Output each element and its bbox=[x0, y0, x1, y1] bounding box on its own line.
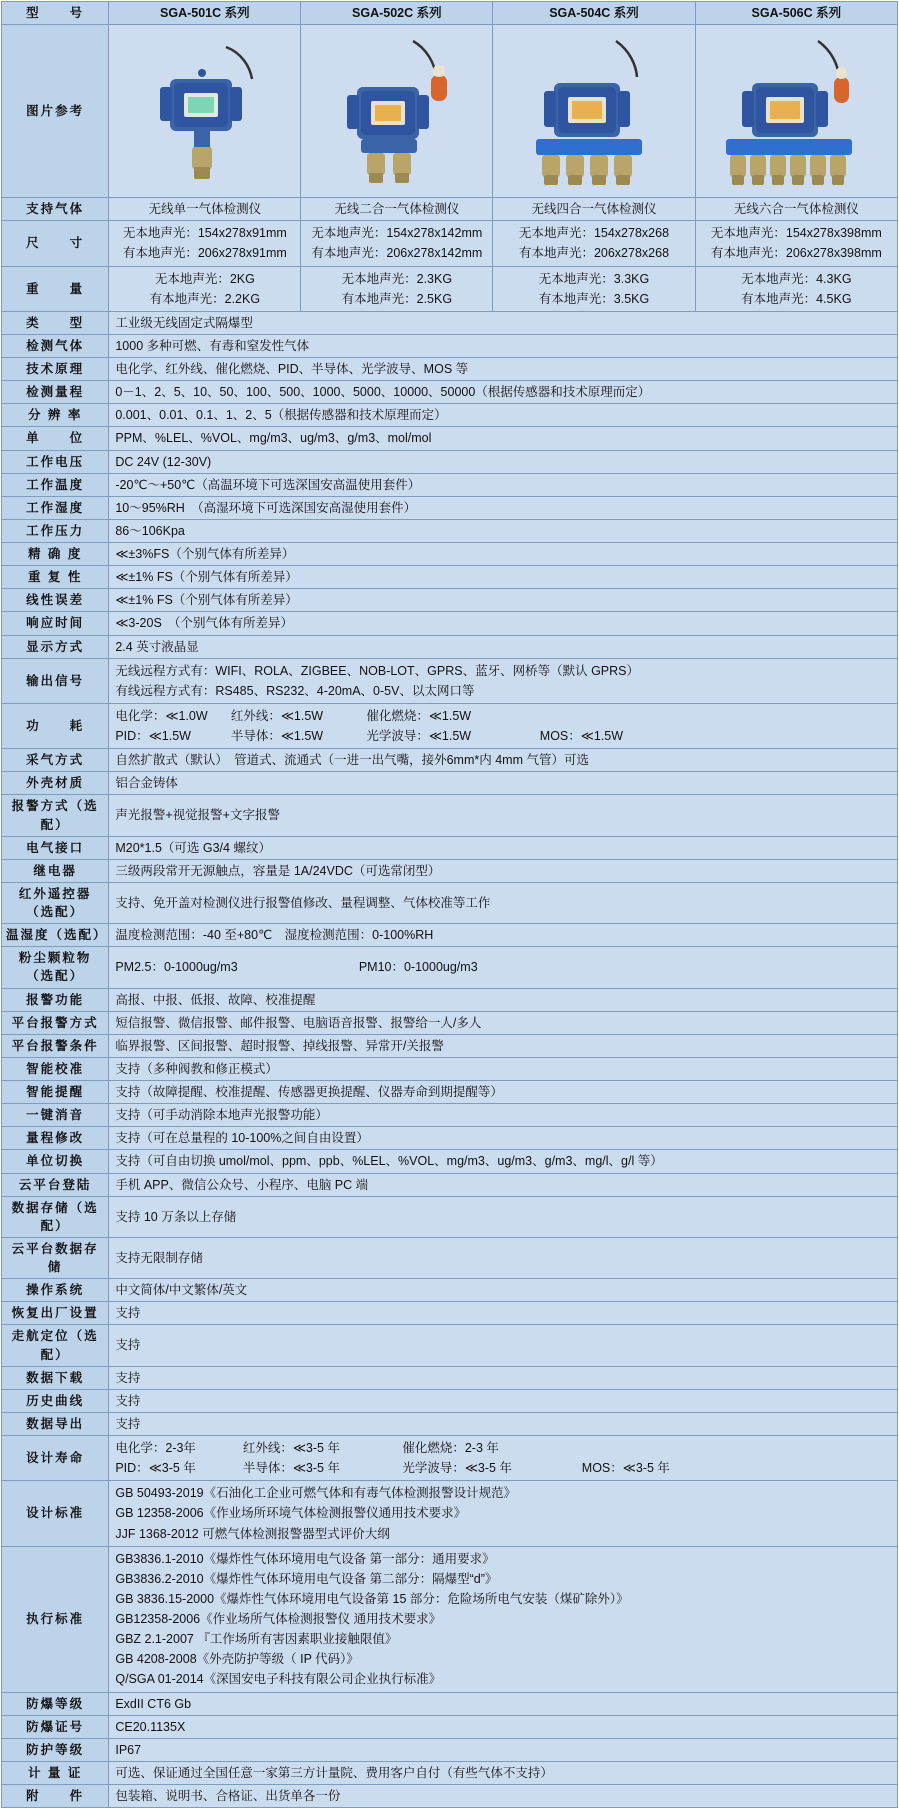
weight-1-line2: 有本地声光：2.2KG bbox=[149, 291, 261, 306]
row-value-temp-humidity-option: 温度检测范围：-40 至+80℃ 湿度检测范围：0-100%RH bbox=[109, 924, 898, 947]
row-value-type: 工业级无线固定式隔爆型 bbox=[109, 311, 898, 334]
row-value-relay: 三级两段常开无源触点，容量是 1A/24VDC（可选常闭型） bbox=[109, 859, 898, 882]
size-4 bbox=[695, 221, 897, 266]
row-value-design-standard bbox=[109, 1481, 898, 1546]
table-row-response-time bbox=[2, 612, 898, 635]
product-image-1 bbox=[109, 25, 301, 198]
life-pid-value: ≪3-5 年 bbox=[148, 1461, 196, 1476]
row-label-platform-alarm-mode: 平台报警方式 bbox=[2, 1011, 109, 1034]
design-standard-2: GB 12358-2006《作业场所环境气体检测报警仪通用技术要求》 bbox=[115, 1506, 467, 1521]
weight-1-line1: 无本地声光：2KG bbox=[154, 271, 255, 286]
power-optical-name: 光学波导： bbox=[366, 729, 429, 743]
product-image-4 bbox=[695, 25, 897, 198]
weight-2 bbox=[301, 266, 493, 311]
row-value-os: 中文简体/中文繁体/英文 bbox=[109, 1279, 898, 1302]
life-optical-value: ≪3-5 年 bbox=[464, 1461, 512, 1476]
row-value-cloud-login: 手机 APP、微信公众号、小程序、电脑 PC 端 bbox=[109, 1173, 898, 1196]
row-value-ex-certificate: CE20.1135X bbox=[109, 1715, 898, 1738]
row-value-detect-gas: 1000 多种可燃、有毒和窒发性气体 bbox=[109, 334, 898, 357]
row-value-temperature: -20℃～+50℃（高温环境下可选深国安高温使用套件） bbox=[109, 473, 898, 496]
row-label-alarm-mode: 报警方式（选配） bbox=[2, 795, 109, 836]
size-1-line1: 无本地声光：154x278x91mm bbox=[122, 226, 287, 241]
size-2-line1: 无本地声光：154x278x142mm bbox=[311, 226, 483, 241]
table-row-ir-remote bbox=[2, 882, 898, 923]
row-label-tech-principle: 技术原理 bbox=[2, 358, 109, 381]
table-row-smart-reminder bbox=[2, 1081, 898, 1104]
life-electrochemical-name: 电化学： bbox=[115, 1441, 166, 1455]
model-header-2: SGA-502C 系列 bbox=[301, 2, 493, 25]
table-row-data-download bbox=[2, 1366, 898, 1389]
row-value-mobile-positioning: 支持 bbox=[109, 1325, 898, 1366]
power-pid-name: PID： bbox=[115, 729, 149, 743]
power-electrochemical-name: 电化学： bbox=[115, 708, 166, 723]
row-label-mobile-positioning: 走航定位（选配） bbox=[2, 1325, 109, 1366]
row-label-exec-standard: 执行标准 bbox=[2, 1546, 109, 1692]
row-label-alarm-function: 报警功能 bbox=[2, 988, 109, 1011]
gas-detector-single-icon bbox=[130, 27, 280, 195]
row-value-accuracy: ≪±3%FS（个别气体有所差异） bbox=[109, 543, 898, 566]
table-row-metrology-cert bbox=[2, 1761, 898, 1784]
row-label-relay: 继电器 bbox=[2, 859, 109, 882]
weight-3-line1: 无本地声光：3.3KG bbox=[538, 271, 650, 286]
gas-detector-dual-icon bbox=[317, 27, 477, 195]
row-value-platform-alarm-mode: 短信报警、微信报警、邮件报警、电脑语音报警、报警给一人/多人 bbox=[109, 1011, 898, 1034]
life-mos-value: ≪3-5 年 bbox=[622, 1461, 670, 1476]
row-value-alarm-mode: 声光报警+视觉报警+文字报警 bbox=[109, 795, 898, 836]
table-row-temp-humidity-option bbox=[2, 924, 898, 947]
row-label-detect-gas: 检测气体 bbox=[2, 334, 109, 357]
table-row-tech-principle bbox=[2, 358, 898, 381]
row-value-voltage: DC 24V (12-30V) bbox=[109, 450, 898, 473]
product-image-2 bbox=[301, 25, 493, 198]
row-value-display: 2.4 英寸液晶显 bbox=[109, 635, 898, 658]
table-row-data-export bbox=[2, 1412, 898, 1435]
table-row-os bbox=[2, 1279, 898, 1302]
supported-gas-3: 无线四合一气体检测仪 bbox=[493, 198, 695, 221]
row-value-one-key-mute: 支持（可手动消除本地声光报警功能） bbox=[109, 1104, 898, 1127]
row-label-ip-rating: 防护等级 bbox=[2, 1738, 109, 1761]
life-infrared bbox=[243, 1439, 399, 1457]
row-value-power bbox=[109, 703, 898, 748]
gas-detector-hex-icon bbox=[706, 27, 886, 195]
row-value-data-storage: 支持 10 万条以上存储 bbox=[109, 1196, 898, 1237]
row-label-dust: 粉尘颗粒物（选配） bbox=[2, 947, 109, 988]
row-label-design-life: 设计寿命 bbox=[2, 1436, 109, 1481]
output-signal-wired: 有线远程方式有：RS485、RS232、4-20mA、0-5V、以太网口等 bbox=[115, 683, 475, 698]
row-value-resolution: 0.001、0.01、0.1、1、2、5（根据传感器和技术原理而定） bbox=[109, 404, 898, 427]
specification-table bbox=[1, 1, 898, 1808]
row-value-housing: 铝合金铸体 bbox=[109, 772, 898, 795]
exec-standard-1: GB3836.1-2010《爆炸性气体环境用电气设备 第一部分：通用要求》 bbox=[115, 1551, 495, 1566]
size-1 bbox=[109, 221, 301, 266]
size-3-line1: 无本地声光：154x278x268 bbox=[518, 226, 670, 241]
row-value-dust bbox=[109, 947, 898, 988]
table-row-detect-gas bbox=[2, 334, 898, 357]
table-row-humidity bbox=[2, 496, 898, 519]
power-electrochemical-value: ≪1.0W bbox=[165, 708, 208, 723]
exec-standard-4: GB12358-2006《作业场所气体检测报警仪 通用技术要求》 bbox=[115, 1612, 442, 1626]
row-value-accessories: 包装箱、说明书、合格证、出货单各一份 bbox=[109, 1785, 898, 1808]
table-row-electrical-interface bbox=[2, 836, 898, 859]
table-row-design-standard bbox=[2, 1481, 898, 1546]
weight-2-line2: 有本地声光：2.5KG bbox=[341, 291, 453, 306]
dust-pm10-name: PM10： bbox=[358, 960, 404, 975]
power-mos-name: MOS： bbox=[539, 729, 581, 743]
model-header-3: SGA-504C 系列 bbox=[493, 2, 695, 25]
table-row-mobile-positioning bbox=[2, 1325, 898, 1366]
life-semiconductor-name: 半导体： bbox=[242, 1461, 293, 1476]
row-value-response-time: ≪3-20S （个别气体有所差异） bbox=[109, 612, 898, 635]
row-label-humidity: 工作湿度 bbox=[2, 496, 109, 519]
table-row-header bbox=[2, 2, 898, 25]
life-catalytic bbox=[402, 1439, 499, 1457]
product-image-3 bbox=[493, 25, 695, 198]
life-pid bbox=[115, 1459, 239, 1477]
power-catalytic-value: ≪1.5W bbox=[428, 708, 472, 723]
output-signal-wireless: 无线远程方式有：WIFI、ROLA、ZIGBEE、NOB-LOT、GPRS、蓝牙、网桥等（默认 GPRS） bbox=[115, 663, 639, 678]
row-value-design-life bbox=[109, 1436, 898, 1481]
power-pid-value: ≪1.5W bbox=[148, 729, 191, 743]
row-value-humidity: 10～95%RH （高湿环境下可选深国安高湿使用套件） bbox=[109, 496, 898, 519]
model-header-4: SGA-506C 系列 bbox=[695, 2, 897, 25]
exec-standard-6: GB 4208-2008《外壳防护等级（ IP 代码）》 bbox=[115, 1652, 359, 1667]
row-label-smart-calibration: 智能校准 bbox=[2, 1057, 109, 1080]
table-row-platform-alarm-condition bbox=[2, 1034, 898, 1057]
design-standard-3: JJF 1368-2012 可燃气体检测报警器型式评价大纲 bbox=[115, 1526, 390, 1541]
power-line-2 bbox=[115, 726, 893, 746]
life-line-2 bbox=[115, 1458, 893, 1478]
row-label-one-key-mute: 一键消音 bbox=[2, 1104, 109, 1127]
table-row-smart-calibration bbox=[2, 1057, 898, 1080]
life-catalytic-name: 催化燃烧： bbox=[402, 1441, 465, 1455]
row-label-unit: 单 位 bbox=[2, 427, 109, 450]
spec-sheet bbox=[0, 1, 899, 1808]
power-semiconductor-name: 半导体： bbox=[230, 729, 281, 743]
row-value-ex-rating: ExdII CT6 Gb bbox=[109, 1692, 898, 1715]
row-value-ir-remote: 支持、免开盖对检测仪进行报警值修改、量程调整、气体校准等工作 bbox=[109, 882, 898, 923]
table-row-images bbox=[2, 25, 898, 198]
row-value-sampling: 自然扩散式（默认） 管道式、流通式（一进一出气嘴，接外6mm*内 4mm 气管）可选 bbox=[109, 749, 898, 772]
exec-standard-5: GBZ 2.1-2007 『工作场所有害因素职业接触限值》 bbox=[115, 1632, 398, 1647]
power-catalytic-name: 催化燃烧： bbox=[366, 708, 429, 723]
power-pid bbox=[115, 727, 227, 745]
power-optical-value: ≪1.5W bbox=[428, 729, 472, 743]
weight-4 bbox=[695, 266, 897, 311]
table-row-cloud-login bbox=[2, 1173, 898, 1196]
table-row-exec-standard bbox=[2, 1546, 898, 1692]
table-row-range bbox=[2, 381, 898, 404]
size-3-line2: 有本地声光：206x278x268 bbox=[518, 246, 670, 261]
size-2 bbox=[301, 221, 493, 266]
row-label-history-curve: 历史曲线 bbox=[2, 1389, 109, 1412]
life-infrared-value: ≪3-5 年 bbox=[292, 1441, 340, 1455]
row-value-smart-reminder: 支持（故障提醒、校准提醒、传感器更换提醒、仪器寿命到期提醒等） bbox=[109, 1081, 898, 1104]
life-electrochemical bbox=[115, 1439, 239, 1457]
row-label-temp-humidity-option: 温湿度（选配） bbox=[2, 924, 109, 947]
life-optical bbox=[402, 1459, 578, 1477]
row-label-ex-certificate: 防爆证号 bbox=[2, 1715, 109, 1738]
row-value-range-modify: 支持（可在总量程的 10-100%之间自由设置） bbox=[109, 1127, 898, 1150]
row-value-unit: PPM、%LEL、%VOL、mg/m3、ug/m3、g/m3、mol/mol bbox=[109, 427, 898, 450]
table-row-display bbox=[2, 635, 898, 658]
model-header-1: SGA-501C 系列 bbox=[109, 2, 301, 25]
row-label-pressure: 工作压力 bbox=[2, 519, 109, 542]
weight-3 bbox=[493, 266, 695, 311]
table-row-output-signal bbox=[2, 658, 898, 703]
table-row-repeatability bbox=[2, 566, 898, 589]
row-value-repeatability: ≪±1% FS（个别气体有所差异） bbox=[109, 566, 898, 589]
power-mos-value: ≪1.5W bbox=[580, 729, 624, 743]
row-value-tech-principle: 电化学、红外线、催化燃烧、PID、半导体、光学波导、MOS 等 bbox=[109, 358, 898, 381]
row-label-image-reference: 图片参考 bbox=[2, 25, 109, 198]
size-4-line2: 有本地声光：206x278x398mm bbox=[710, 246, 882, 261]
size-4-line1: 无本地声光：154x278x398mm bbox=[710, 226, 882, 241]
row-value-factory-reset: 支持 bbox=[109, 1302, 898, 1325]
exec-standard-3: GB 3836.15-2000《爆炸性气体环境用电气设备第 15 部分：危险场所电气安装（煤矿除外）》 bbox=[115, 1591, 629, 1606]
life-catalytic-value: 2-3 年 bbox=[464, 1441, 499, 1455]
table-row-relay bbox=[2, 859, 898, 882]
dust-pm25-name: PM2.5： bbox=[115, 960, 164, 975]
table-row-resolution bbox=[2, 404, 898, 427]
supported-gas-1: 无线单一气体检测仪 bbox=[109, 198, 301, 221]
dust-pm25-value: 0-1000ug/m3 bbox=[163, 960, 238, 975]
row-label-ir-remote: 红外遥控器（选配） bbox=[2, 882, 109, 923]
power-line-1 bbox=[115, 706, 893, 726]
table-row-one-key-mute bbox=[2, 1104, 898, 1127]
row-label-platform-alarm-condition: 平台报警条件 bbox=[2, 1034, 109, 1057]
row-value-data-export: 支持 bbox=[109, 1412, 898, 1435]
exec-standard-2: GB3836.2-2010《爆炸性气体环境用电气设备 第二部分：隔爆型“d”》 bbox=[115, 1571, 498, 1586]
row-label-electrical-interface: 电气接口 bbox=[2, 836, 109, 859]
table-row-factory-reset bbox=[2, 1302, 898, 1325]
table-row-unit-switch bbox=[2, 1150, 898, 1173]
row-label-os: 操作系统 bbox=[2, 1279, 109, 1302]
row-label-display: 显示方式 bbox=[2, 635, 109, 658]
dust-pm10 bbox=[359, 958, 478, 976]
power-semiconductor-value: ≪1.5W bbox=[280, 729, 324, 743]
row-label-factory-reset: 恢复出厂设置 bbox=[2, 1302, 109, 1325]
table-row-accessories bbox=[2, 1785, 898, 1808]
row-label-accessories: 附 件 bbox=[2, 1785, 109, 1808]
dust-pm25 bbox=[115, 958, 355, 976]
row-label-accuracy: 精 确 度 bbox=[2, 543, 109, 566]
power-infrared-value: ≪1.5W bbox=[280, 708, 324, 723]
weight-1 bbox=[109, 266, 301, 311]
row-label-size: 尺 寸 bbox=[2, 221, 109, 266]
dust-pm10-value: 0-1000ug/m3 bbox=[403, 960, 478, 975]
supported-gas-2: 无线二合一气体检测仪 bbox=[301, 198, 493, 221]
row-label-supported-gas: 支持气体 bbox=[2, 198, 109, 221]
row-value-unit-switch: 支持（可自由切换 umol/mol、ppm、ppb、%LEL、%VOL、mg/m3、ug/m3、g/m3、mg/l、g/l 等） bbox=[109, 1150, 898, 1173]
supported-gas-4: 无线六合一气体检测仪 bbox=[695, 198, 897, 221]
row-value-platform-alarm-condition: 临界报警、区间报警、超时报警、掉线报警、异常开/关报警 bbox=[109, 1034, 898, 1057]
table-row-voltage bbox=[2, 450, 898, 473]
row-value-pressure: 86～106Kpa bbox=[109, 519, 898, 542]
size-2-line2: 有本地声光：206x278x142mm bbox=[311, 246, 483, 261]
row-value-history-curve: 支持 bbox=[109, 1389, 898, 1412]
row-label-power: 功 耗 bbox=[2, 703, 109, 748]
power-semiconductor bbox=[231, 727, 363, 745]
row-label-response-time: 响应时间 bbox=[2, 612, 109, 635]
row-label-cloud-storage: 云平台数据存储 bbox=[2, 1237, 109, 1278]
weight-4-line1: 无本地声光：4.3KG bbox=[741, 271, 852, 286]
row-value-range: 0－1、2、5、10、50、100、500、1000、5000、10000、50000（根据传感器和技术原理而定） bbox=[109, 381, 898, 404]
weight-3-line2: 有本地声光：3.5KG bbox=[538, 291, 650, 306]
table-row-history-curve bbox=[2, 1389, 898, 1412]
life-mos-name: MOS： bbox=[581, 1461, 623, 1476]
table-row-weight bbox=[2, 266, 898, 311]
row-label-sampling: 采气方式 bbox=[2, 749, 109, 772]
row-value-cloud-storage: 支持无限制存储 bbox=[109, 1237, 898, 1278]
row-label-output-signal: 输出信号 bbox=[2, 658, 109, 703]
row-label-housing: 外壳材质 bbox=[2, 772, 109, 795]
row-label-range-modify: 量程修改 bbox=[2, 1127, 109, 1150]
table-row-type bbox=[2, 311, 898, 334]
row-label-temperature: 工作温度 bbox=[2, 473, 109, 496]
row-label-model: 型 号 bbox=[2, 2, 109, 25]
table-row-design-life bbox=[2, 1436, 898, 1481]
design-standard-1: GB 50493-2019《石油化工企业可燃气体和有毒气体检测报警设计规范》 bbox=[115, 1486, 517, 1501]
row-value-output-signal bbox=[109, 658, 898, 703]
row-value-smart-calibration: 支持（多种阀教和修正模式） bbox=[109, 1057, 898, 1080]
life-mos bbox=[582, 1459, 670, 1477]
table-row-housing bbox=[2, 772, 898, 795]
table-row-supported-gas bbox=[2, 198, 898, 221]
table-row-alarm-mode bbox=[2, 795, 898, 836]
life-optical-name: 光学波导： bbox=[402, 1461, 465, 1476]
weight-4-line2: 有本地声光：4.5KG bbox=[741, 291, 852, 306]
table-row-platform-alarm-mode bbox=[2, 1011, 898, 1034]
life-electrochemical-value: 2-3年 bbox=[165, 1441, 196, 1455]
power-infrared-name: 红外线： bbox=[230, 708, 281, 723]
power-mos bbox=[540, 727, 623, 745]
row-value-metrology-cert: 可选、保证通过全国任意一家第三方计量院、费用客户自付（有些气体不支持） bbox=[109, 1761, 898, 1784]
exec-standard-7: Q/SGA 01-2014《深国安电子科技有限公司企业执行标准》 bbox=[115, 1672, 442, 1687]
life-semiconductor bbox=[243, 1459, 399, 1477]
row-label-data-download: 数据下载 bbox=[2, 1366, 109, 1389]
row-label-smart-reminder: 智能提醒 bbox=[2, 1081, 109, 1104]
row-value-electrical-interface: M20*1.5（可选 G3/4 螺纹） bbox=[109, 836, 898, 859]
gas-detector-quad-icon bbox=[506, 27, 682, 195]
row-value-ip-rating: IP67 bbox=[109, 1738, 898, 1761]
row-label-repeatability: 重 复 性 bbox=[2, 566, 109, 589]
row-label-metrology-cert: 计 量 证 bbox=[2, 1761, 109, 1784]
table-row-range-modify bbox=[2, 1127, 898, 1150]
row-label-linearity: 线性误差 bbox=[2, 589, 109, 612]
life-infrared-name: 红外线： bbox=[242, 1441, 293, 1455]
table-row-data-storage bbox=[2, 1196, 898, 1237]
table-row-ex-rating bbox=[2, 1692, 898, 1715]
row-value-exec-standard bbox=[109, 1546, 898, 1692]
table-row-size bbox=[2, 221, 898, 266]
weight-2-line1: 无本地声光：2.3KG bbox=[341, 271, 453, 286]
row-label-design-standard: 设计标准 bbox=[2, 1481, 109, 1546]
row-value-data-download: 支持 bbox=[109, 1366, 898, 1389]
row-label-weight: 重 量 bbox=[2, 266, 109, 311]
life-line-1 bbox=[115, 1438, 893, 1458]
power-optical bbox=[366, 727, 536, 745]
table-row-pressure bbox=[2, 519, 898, 542]
power-catalytic bbox=[366, 707, 471, 725]
table-row-linearity bbox=[2, 589, 898, 612]
table-row-accuracy bbox=[2, 543, 898, 566]
table-row-dust bbox=[2, 947, 898, 988]
size-1-line2: 有本地声光：206x278x91mm bbox=[122, 246, 287, 261]
size-3 bbox=[493, 221, 695, 266]
power-electrochemical bbox=[115, 707, 227, 725]
row-label-data-export: 数据导出 bbox=[2, 1412, 109, 1435]
row-value-linearity: ≪±1% FS（个别气体有所差异） bbox=[109, 589, 898, 612]
row-label-unit-switch: 单位切换 bbox=[2, 1150, 109, 1173]
life-semiconductor-value: ≪3-5 年 bbox=[292, 1461, 340, 1476]
table-row-ex-certificate bbox=[2, 1715, 898, 1738]
table-row-power bbox=[2, 703, 898, 748]
row-label-resolution: 分 辨 率 bbox=[2, 404, 109, 427]
row-label-voltage: 工作电压 bbox=[2, 450, 109, 473]
row-value-alarm-function: 高报、中报、低报、故障、校准提醒 bbox=[109, 988, 898, 1011]
life-pid-name: PID： bbox=[115, 1461, 149, 1476]
row-label-ex-rating: 防爆等级 bbox=[2, 1692, 109, 1715]
power-infrared bbox=[231, 707, 363, 725]
table-row-sampling bbox=[2, 749, 898, 772]
table-row-alarm-function bbox=[2, 988, 898, 1011]
table-row-temperature bbox=[2, 473, 898, 496]
row-label-data-storage: 数据存储（选配） bbox=[2, 1196, 109, 1237]
table-row-cloud-storage bbox=[2, 1237, 898, 1278]
row-label-range: 检测量程 bbox=[2, 381, 109, 404]
row-label-type: 类 型 bbox=[2, 311, 109, 334]
table-row-ip-rating bbox=[2, 1738, 898, 1761]
row-label-cloud-login: 云平台登陆 bbox=[2, 1173, 109, 1196]
table-row-unit bbox=[2, 427, 898, 450]
